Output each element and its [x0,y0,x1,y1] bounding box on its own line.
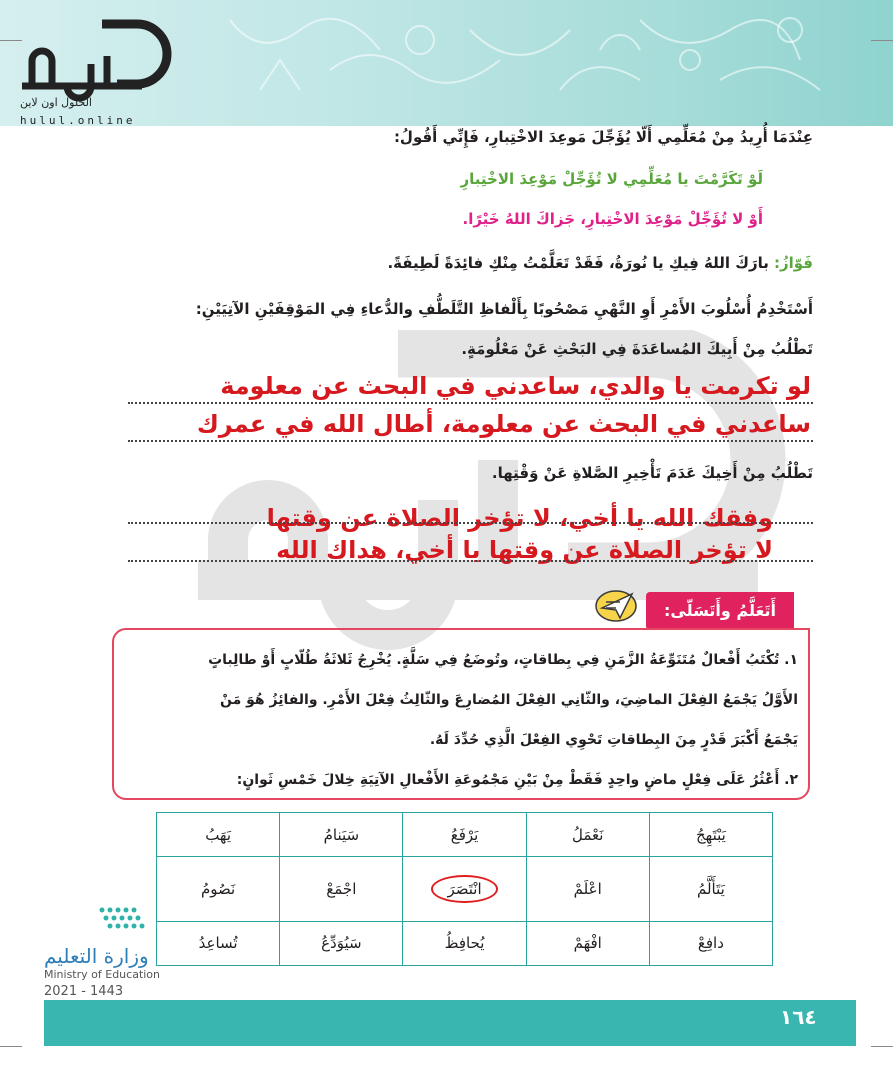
table-cell: يَرْفَعُ [403,813,526,857]
logo-url: hulul.online [20,114,136,127]
table-cell: يُحافِظُ [403,921,526,965]
crop-mark-bl [0,1046,22,1069]
intro-line-3: أَوْ لا تُؤَجِّلْ مَوْعِدَ الاخْتِبارِ، جَزاكَ اللهُ خَيْرًا. [462,210,763,228]
exercise-instruction: أَسْتَخْدِمُ أُسْلُوبَ الأَمْرِ أَوِ النَّهْيِ مَصْحُوبًا بِأَلْفاظِ التَّلَطُّفِ والدُّعاءِ فِي المَوْقِفَيْنِ الآتِيَيْنِ: [195,300,813,318]
table-cell: سَيَنامُ [280,813,403,857]
answer-line-4 [128,560,813,562]
ministry-year: 2021 - 1443 [44,984,124,999]
table-row [157,857,773,922]
answer-2b: لا تؤخر الصلاة عن وقتها يا أخي، هداك الله [276,536,773,564]
table-cell [403,857,526,922]
table-cell: نَعْمَلُ [526,813,649,857]
table-cell: اعْلَمْ [526,857,649,922]
logo-tagline: الحلول اون لاين [20,96,92,109]
answer-line-3 [128,522,813,524]
learn-item-1-line-3: يَجْمَعُ أَكْبَرَ قَدْرٍ مِنَ البِطاقاتِ تَحْوِي الفِعْلَ الَّذِي حُدِّدَ لَهُ. [429,732,798,748]
table-cell: يَهَبُ [157,813,280,857]
intro-line-1: عِنْدَمَا أُرِيدُ مِنْ مُعَلِّمِي أَلّا يُؤَجِّلَ مَوعِدَ الاخْتِبارِ، فَإِنِّي أَقُولُ: [393,128,813,146]
fawaz-name: فَوّازُ: [773,254,813,272]
table-row [157,813,773,857]
situation-2: تَطْلُبُ مِنْ أَخِيكَ عَدَمَ تَأْخِيرِ الصَّلاةِ عَنْ وَقْتِها. [491,464,813,482]
learn-item-2: ٢. أَعْثُرُ عَلَى فِعْلٍ ماضٍ واحِدٍ فَقَطْ مِنْ بَيْنِ مَجْمُوعَةِ الأَفْعالِ الآتِيَةِ خِلالَ خَمْسِ ثَوانٍ: [236,772,798,788]
answer-1b: ساعدني في البحث عن معلومة، أطال الله في عمرك [196,410,811,438]
answer-line-1 [128,402,813,404]
fawaz-line [387,253,813,272]
situation-1: تَطْلُبُ مِنْ أَبِيكَ المُساعَدَةَ فِي البَحْثِ عَنْ مَعْلُومَةٍ. [461,340,813,358]
ministry-name-ar: وزارة التعليم [44,944,149,968]
paper-plane-icon [592,586,640,626]
table-cell: يَتَأَلَّمُ [649,857,772,922]
page-footer-strip [44,1000,856,1046]
verbs-table [156,812,773,966]
learn-item-1-line-2: الأَوَّلُ يَجْمَعُ الفِعْلَ الماضِيَ، والثّانِي الفِعْلَ المُضارِعَ والثّالِثُ فِعْلَ الأَمْرِ. والفائِزُ هُوَ مَنْ [220,692,798,708]
table-cell: نَصُومُ [157,857,280,922]
table-cell: تُساعِدُ [157,921,280,965]
table-cell: اجْمَعْ [280,857,403,922]
table-cell: سَيُوَدِّعُ [280,921,403,965]
answer-2a: وفقك الله يا أخي، لا تؤخر الصلاة عن وقتها [266,504,773,532]
ministry-dots-logo [96,904,152,938]
table-cell: افْهَمْ [526,921,649,965]
circled-answer: انْتَصَرَ [431,875,497,903]
answer-1a: لو تكرمت يا والدي، ساعدني في البحث عن معلومة [220,372,811,400]
crop-mark-br [871,1046,893,1069]
fawaz-text: بارَكَ اللهُ فِيكِ يا نُورَةُ، فَقَدْ تَعَلَّمْتُ مِنْكِ فائِدَةً لَطِيفَةً. [387,254,769,272]
intro-line-2: لَوْ تَكَرَّمْتَ يا مُعَلِّمِي لا تُؤَجِّلْ مَوْعِدَ الاخْتِبارِ [460,170,763,188]
table-cell: دافِعْ [649,921,772,965]
table-cell: يَبْتَهِجُ [649,813,772,857]
table-row [157,921,773,965]
learn-item-1-line-1: ١. تُكْتَبُ أَفْعالٌ مُتَنَوِّعَةُ الزَّمَنِ فِي بِطاقاتٍ، وتُوضَعُ فِي سَلَّةٍ. يُخْرِجُ ثَلاثَةُ طُلّابٍ أَوْ طالِباتٍ [208,652,798,668]
answer-line-2 [128,440,813,442]
ministry-name-en: Ministry of Education [44,968,161,981]
learn-tag: أَتَعَلَّمُ وأَتَسَلّى: [646,592,794,630]
crop-mark-tr [871,40,893,63]
page-number: ١٦٤ [780,1005,817,1029]
